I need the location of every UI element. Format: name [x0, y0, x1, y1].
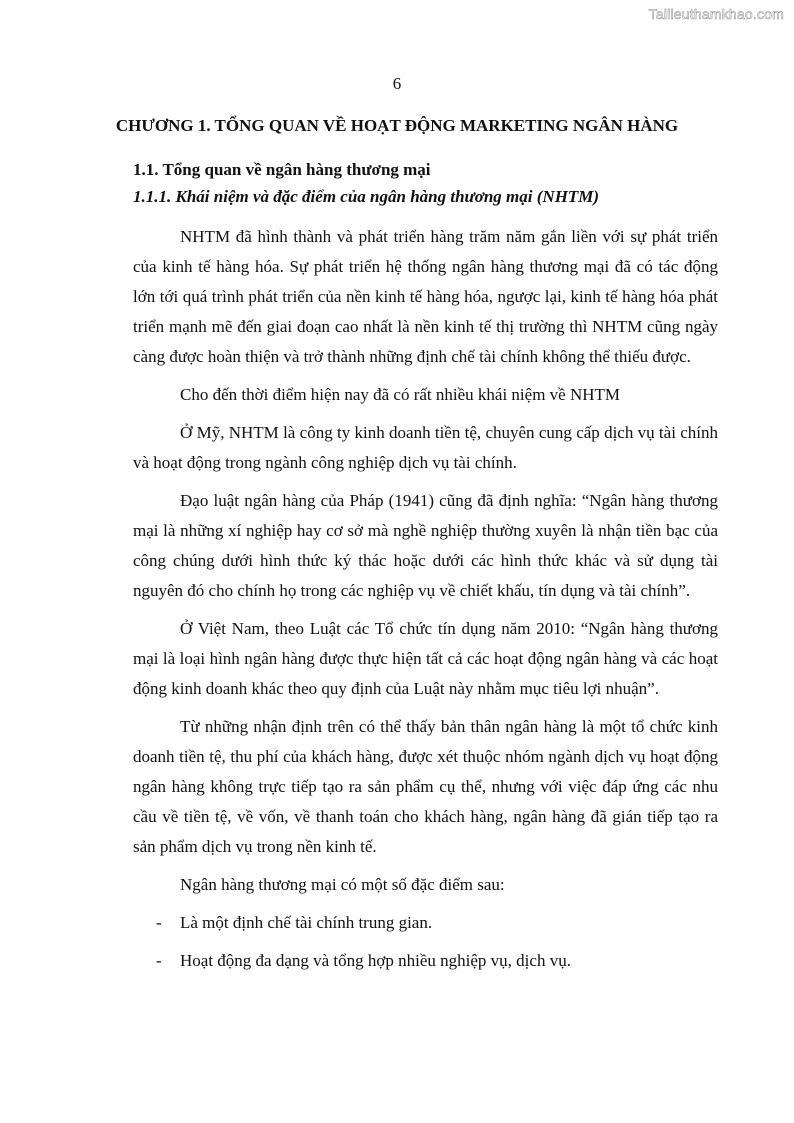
list-item [133, 908, 718, 938]
paragraph-characteristics-intro: Ngân hàng thương mại có một số đặc điểm sau: [180, 875, 505, 894]
subsection-heading: 1.1.1. Khái niệm và đặc điểm của ngân hàng thương mại (NHTM) [133, 187, 600, 206]
paragraph-history: NHTM đã hình thành và phát triển hàng trăm năm gắn liền với sự phát triển của kinh tế hàng hóa. Sự phát triển hệ thống ngân hàng thương mại đã có tác động lớn tới quá trình phát triển của nền kinh tế hàng hóa, ngược lại, kinh tế hàng hóa phát triển mạnh mẽ đến giai đoạn cao nhất là nền kinh tế thị trường thì NHTM cũng ngày càng được hoàn thiện và trở thành những định chế tài chính không thể thiếu được. [133, 227, 718, 366]
characteristics-list [133, 908, 718, 976]
watermark: Tailieuthamkhao.com [648, 6, 784, 22]
list-item-text: Hoạt động đa dạng và tổng hợp nhiều nghiệp vụ, dịch vụ. [180, 951, 571, 970]
list-item-text: Là một định chế tài chính trung gian. [180, 913, 433, 932]
paragraph-vietnam-definition: Ở Việt Nam, theo Luật các Tổ chức tín dụng năm 2010: “Ngân hàng thương mại là loại hình ngân hàng được thực hiện tất cả các hoạt động ngân hàng và các hoạt động kinh doanh khác theo quy định của Luật này nhằm mục tiêu lợi nhuận”. [133, 619, 718, 698]
paragraph-france-definition: Đạo luật ngân hàng của Pháp (1941) cũng đã định nghĩa: “Ngân hàng thương mại là những xí nghiệp hay cơ sở mà nghề nghiệp thường xuyên là nhận tiền bạc của công chúng dưới hình thức ký thác hoặc dưới các hình thức khác và sử dụng tài nguyên đó cho chính họ trong các nghiệp vụ về chiết khấu, tín dụng và tài chính”. [133, 491, 718, 600]
paragraph-intro-definitions: Cho đến thời điểm hiện nay đã có rất nhiều khái niệm về NHTM [180, 385, 621, 404]
body-text [133, 222, 718, 984]
chapter-title: CHƯƠNG 1. TỔNG QUAN VỀ HOẠT ĐỘNG MARKETING NGÂN HÀNG [115, 116, 679, 135]
bullet-dash: - [156, 951, 162, 970]
page-number: 6 [392, 74, 402, 93]
paragraph-conclusion: Từ những nhận định trên có thể thấy bản thân ngân hàng là một tổ chức kinh doanh tiền tệ, thu phí của khách hàng, được xét thuộc nhóm ngành dịch vụ hoạt động ngân hàng không trực tiếp tạo ra sản phẩm cụ thể, nhưng với việc đáp ứng các nhu cầu về tiền tệ, về vốn, về thanh toán cho khách hàng, ngân hàng đã gián tiếp tạo ra sản phẩm dịch vụ trong nền kinh tế. [133, 717, 718, 856]
paragraph-us-definition: Ở Mỹ, NHTM là công ty kinh doanh tiền tệ, chuyên cung cấp dịch vụ tài chính và hoạt động trong ngành công nghiệp dịch vụ tài chính. [133, 423, 718, 472]
list-item [133, 946, 718, 976]
bullet-dash: - [156, 913, 162, 932]
section-heading: 1.1. Tổng quan về ngân hàng thương mại [133, 160, 431, 179]
